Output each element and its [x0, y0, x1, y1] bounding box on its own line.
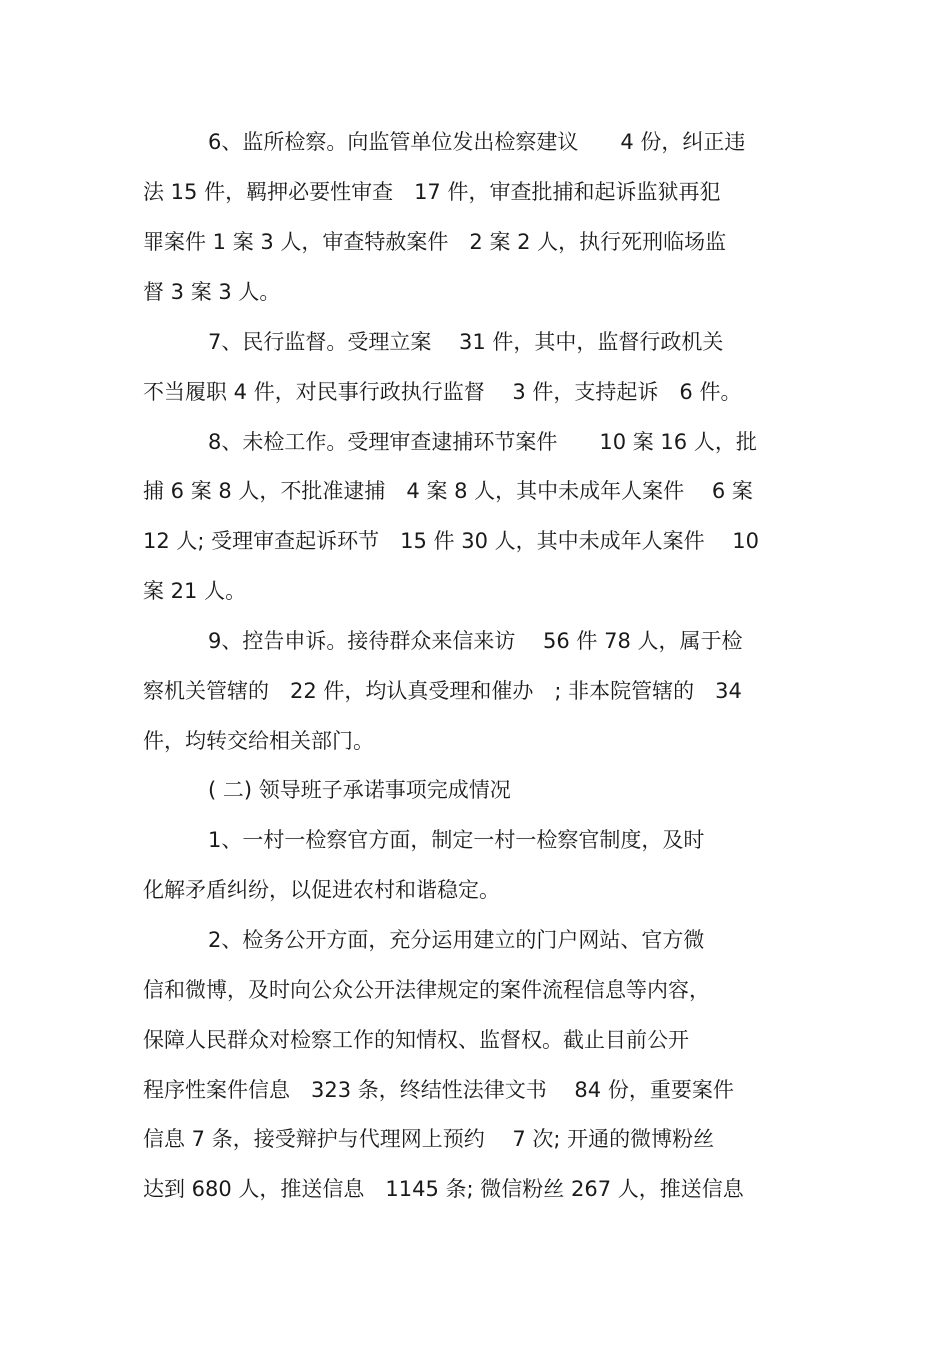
text-line: 化解矛盾纠纷，以促进农村和谐稳定。	[143, 878, 500, 902]
text-line: 件，均转交给相关部门。	[143, 729, 374, 753]
text-line: 1、一村一检察官方面，制定一村一检察官制度，及时	[208, 828, 705, 852]
text-line: 督 3 案 3 人。	[143, 280, 281, 304]
text-line: 法 15 件，羁押必要性审查 17 件，审查批捕和起诉监狱再犯	[143, 180, 721, 204]
text-line: 信和微博，及时向公众公开法律规定的案件流程信息等内容，	[143, 978, 710, 1002]
text-line: 8、未检工作。受理审查逮捕环节案件 10 案 16 人，批	[208, 430, 757, 454]
text-line: 6、监所检察。向监管单位发出检察建议 4 份，纠正违	[208, 130, 746, 154]
text-line: 保障人民群众对检察工作的知情权、监督权。截止目前公开	[143, 1028, 689, 1052]
text-line: 达到 680 人，推送信息 1145 条; 微信粉丝 267 人，推送信息	[143, 1177, 744, 1201]
text-line: 罪案件 1 案 3 人，审查特赦案件 2 案 2 人，执行死刑临场监	[143, 230, 727, 254]
text-line: 案 21 人。	[143, 579, 247, 603]
text-line: 2、检务公开方面，充分运用建立的门户网站、官方微	[208, 928, 705, 952]
text-line: 捕 6 案 8 人，不批准逮捕 4 案 8 人，其中未成年人案件 6 案	[143, 479, 753, 503]
text-line: 察机关管辖的 22 件，均认真受理和催办 ; 非本院管辖的 34	[143, 679, 742, 703]
text-line: 信息 7 条，接受辩护与代理网上预约 7 次; 开通的微博粉丝	[143, 1127, 715, 1151]
text-line: 9、控告申诉。接待群众来信来访 56 件 78 人，属于检	[208, 629, 743, 653]
section-heading: ( 二) 领导班子承诺事项完成情况	[208, 778, 511, 802]
text-line: 不当履职 4 件，对民事行政执行监督 3 件，支持起诉 6 件。	[143, 380, 742, 404]
text-line: 12 人; 受理审查起诉环节 15 件 30 人，其中未成年人案件 10	[143, 529, 760, 553]
text-line: 7、民行监督。受理立案 31 件，其中，监督行政机关	[208, 330, 724, 354]
text-line: 程序性案件信息 323 条，终结性法律文书 84 份，重要案件	[143, 1078, 734, 1102]
